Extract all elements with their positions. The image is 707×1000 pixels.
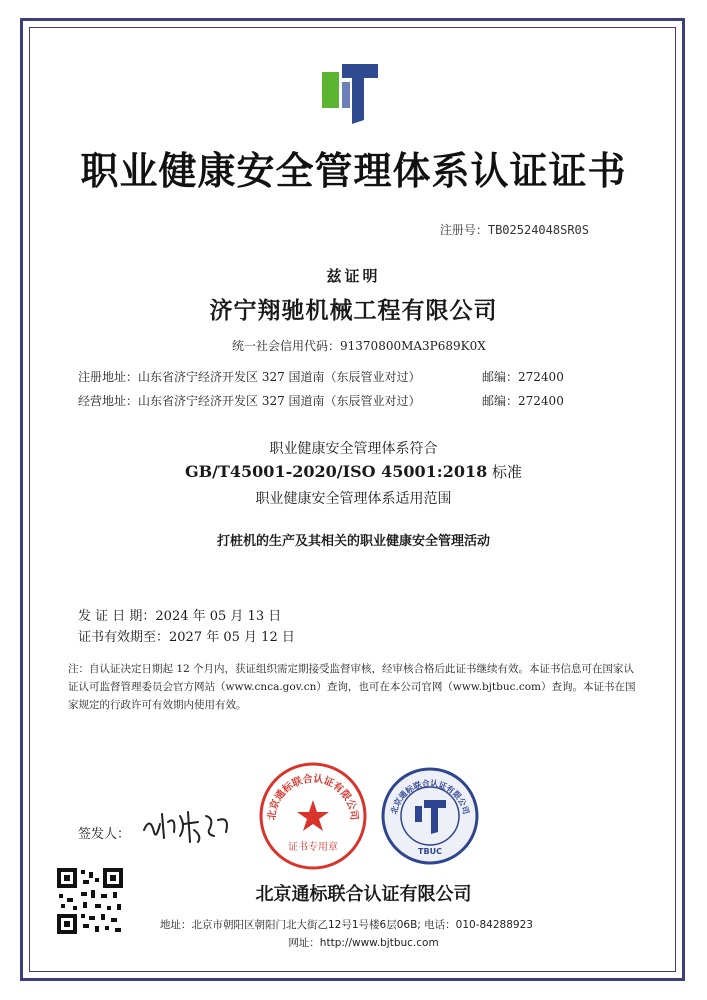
hereby-certify: 兹证明 (326, 267, 381, 285)
business-postal-value: 272400 (518, 394, 564, 408)
seal-red-arc-text: 北京通标联合认证有限公司 (266, 773, 360, 821)
issue-date-label: 发 证 日 期： (78, 609, 156, 624)
conformity-text: 职业健康安全管理体系符合 (269, 441, 438, 457)
blue-seal (380, 766, 480, 866)
business-address-row (78, 392, 564, 409)
signature-icon (140, 802, 240, 847)
credit-code (232, 337, 486, 354)
business-postal (482, 392, 564, 409)
standard-line (0, 461, 707, 482)
issue-date: 2024 年 05 月 13 日 (155, 609, 282, 624)
registered-postal-label: 邮编： (482, 370, 519, 384)
scope-text: 打桩机的生产及其相关的职业健康安全管理活动 (216, 534, 490, 549)
certification-logo-icon (318, 60, 380, 124)
credit-code-label: 统一社会信用代码： (232, 339, 341, 353)
registration-number (440, 221, 589, 238)
valid-until-row (78, 626, 295, 645)
star-icon (297, 800, 329, 831)
company-name: 济宁翔驰机械工程有限公司 (209, 297, 498, 324)
business-address: 山东省济宁经济开发区 327 国道南（东辰管业对过） (138, 394, 421, 408)
seal-blue-arc-text: 北京通标联合认证有限公司 (389, 778, 471, 816)
standard-suffix: 标准 (487, 463, 523, 481)
certificate-note: 注：自认证决定日期起 12 个月内，获证组织需定期接受监督审核，经审核合格后此证书继续有效。本证书信息可在国家认证认可监督管理委员会官方网站（www.cnca.gov.cn）查询，也可在本公司官网（www.bjtbuc.com）查询。本证书在国家规定的行政许可有效期内使用有效。 (68, 663, 636, 711)
registered-address-row (78, 368, 564, 385)
registered-address-label: 注册地址： (78, 370, 139, 384)
footer-website: 网址：http://www.bjtbuc.com (288, 937, 439, 949)
seal-blue-abbr: TBUC (418, 847, 442, 856)
footer-company-name: 北京通标联合认证有限公司 (255, 884, 472, 905)
scope-label: 职业健康安全管理体系适用范围 (255, 491, 452, 507)
business-address-label: 经营地址： (78, 394, 139, 408)
registered-postal-value: 272400 (518, 370, 564, 384)
red-official-seal (257, 760, 369, 872)
valid-until-label: 证书有效期至： (78, 630, 170, 645)
registered-address: 山东省济宁经济开发区 327 国道南（东辰管业对过） (138, 370, 421, 384)
signer-label: 签发人： (78, 827, 131, 842)
footer-address: 地址：北京市朝阳区朝阳门北大街乙12号1号楼6层06B; 电话：010-84288923 (160, 919, 533, 931)
seal-red-subtext: 证书专用章 (288, 842, 338, 853)
standard-code: GB/T45001-2020/ISO 45001:2018 (184, 462, 488, 481)
valid-until: 2027 年 05 月 12 日 (169, 630, 295, 645)
registration-label: 注册号： (439, 223, 488, 237)
issue-date-row (78, 605, 281, 624)
registered-postal (482, 368, 564, 385)
business-postal-label: 邮编： (482, 394, 519, 408)
registration-value: TB02524048SR0S (487, 223, 589, 237)
credit-code-value: 91370800MA3P689K0X (340, 339, 486, 353)
certificate-title: 职业健康安全管理体系认证证书 (80, 149, 627, 193)
